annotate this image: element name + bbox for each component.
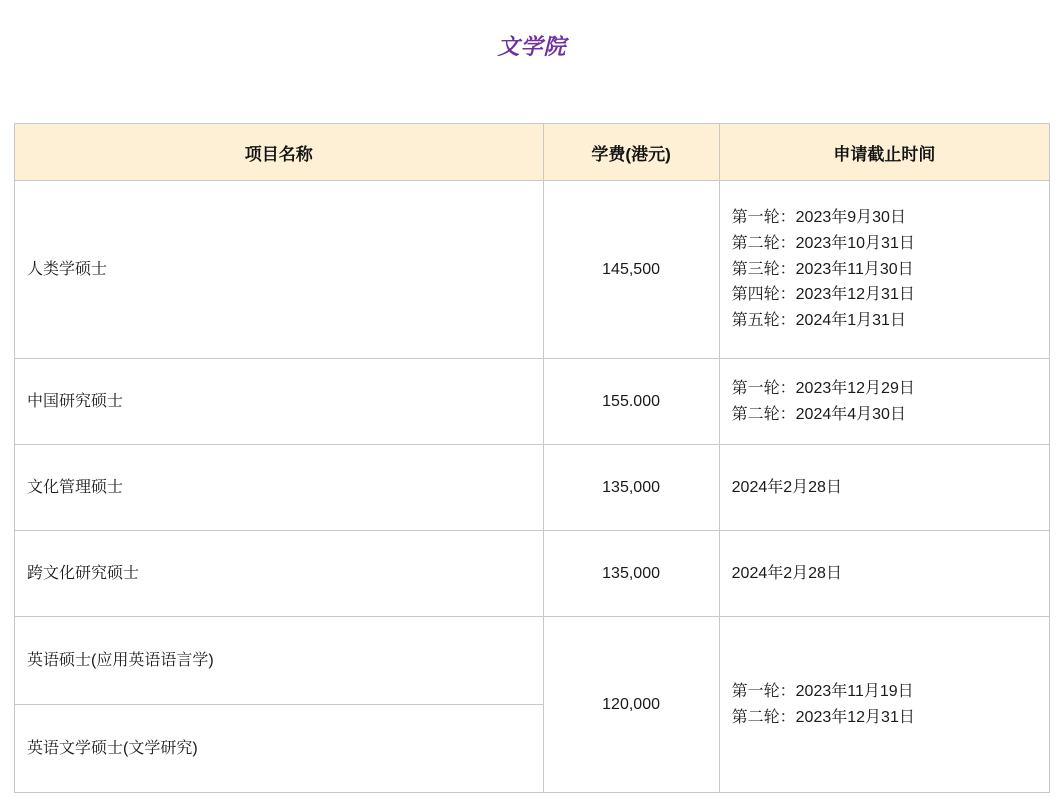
deadline-line: 第一轮：2023年12月29日 [731,379,915,397]
deadline-line: 第一轮：2023年9月30日 [731,208,906,226]
program-tuition: 145,500 [543,181,719,359]
program-name: 跨文化研究硕士 [15,531,544,617]
program-deadline [719,181,1049,359]
program-tuition: 155.000 [543,359,719,445]
deadline-line: 第五轮：2024年1月31日 [731,312,906,330]
deadline-line: 第二轮：2024年4月30日 [731,405,906,423]
program-name: 中国研究硕士 [15,359,544,445]
table-row [15,531,1050,617]
table-header [15,124,1050,181]
program-tuition: 135,000 [543,445,719,531]
program-deadline [719,359,1049,445]
table-row [15,359,1050,445]
deadline-line: 第二轮：2023年10月31日 [731,234,915,252]
deadline-line: 第三轮：2023年11月30日 [731,260,914,278]
table-container [14,61,1050,793]
program-deadline: 2024年2月28日 [719,445,1049,531]
table-body [15,181,1050,793]
table-header-row [15,124,1050,181]
program-deadline [719,617,1049,793]
column-header-tuition: 学费(港元) [543,124,719,181]
table-row [15,617,1050,705]
program-name: 文化管理硕士 [15,445,544,531]
deadline-line: 第一轮：2023年11月19日 [731,682,914,700]
program-name: 人类学硕士 [15,181,544,359]
column-header-deadline: 申请截止时间 [719,124,1049,181]
deadline-line: 第二轮：2023年12月31日 [731,708,915,726]
deadline-line: 第四轮：2023年12月31日 [731,286,915,304]
program-name: 英语文学硕士(文学研究) [15,705,544,793]
table-row [15,445,1050,531]
table-row [15,181,1050,359]
program-fee-table [14,123,1050,793]
column-header-program: 项目名称 [15,124,544,181]
program-tuition: 135,000 [543,531,719,617]
program-tuition: 120,000 [543,617,719,793]
program-deadline: 2024年2月28日 [719,531,1049,617]
page-title: 文学院 [497,34,567,59]
program-name: 英语硕士(应用英语语言学) [15,617,544,705]
